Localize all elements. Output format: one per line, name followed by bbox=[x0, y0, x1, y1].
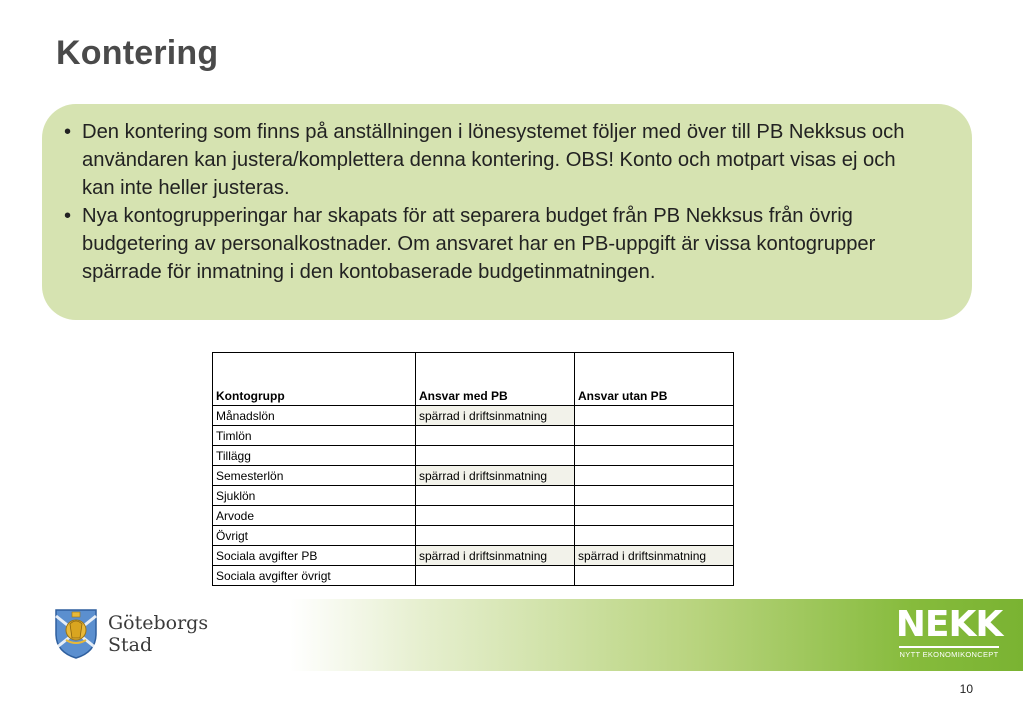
table-cell bbox=[575, 486, 734, 506]
table-cell: spärrad i driftsinmatning bbox=[416, 466, 575, 486]
table-cell bbox=[416, 506, 575, 526]
footer-green-band bbox=[290, 599, 1023, 671]
table-row bbox=[213, 426, 734, 446]
logo-line-1: Göteborgs bbox=[108, 612, 209, 634]
table-header-row bbox=[213, 353, 734, 406]
nekk-logo-word: NEKK bbox=[895, 604, 1003, 645]
table-cell: Sociala avgifter övrigt bbox=[213, 566, 416, 586]
bullet-dot: • bbox=[64, 205, 72, 227]
goteborg-coat-of-arms-icon bbox=[52, 604, 100, 660]
table-cell: Arvode bbox=[213, 506, 416, 526]
table-row bbox=[213, 566, 734, 586]
table-cell bbox=[575, 466, 734, 486]
table-row bbox=[213, 526, 734, 546]
nekk-logo-underline bbox=[899, 646, 999, 648]
table-cell bbox=[575, 426, 734, 446]
table-row bbox=[213, 546, 734, 566]
table-cell: Sjuklön bbox=[213, 486, 416, 506]
table-row bbox=[213, 506, 734, 526]
bullet-item bbox=[64, 202, 932, 286]
table-cell bbox=[416, 526, 575, 546]
slide-title: Kontering bbox=[56, 34, 219, 72]
content-box bbox=[42, 104, 972, 320]
table-cell bbox=[575, 446, 734, 466]
bullet-list bbox=[64, 118, 932, 286]
table-cell bbox=[416, 426, 575, 446]
table-cell bbox=[416, 486, 575, 506]
header-ansvar-utan-pb: Ansvar utan PB bbox=[575, 353, 734, 406]
table-row bbox=[213, 466, 734, 486]
table-cell bbox=[416, 446, 575, 466]
header-ansvar-med-pb: Ansvar med PB bbox=[416, 353, 575, 406]
logo-line-2: Stad bbox=[108, 634, 153, 656]
table-cell bbox=[575, 406, 734, 426]
bullet-text: Den kontering som finns på anställningen i lönesystemet följer med över till PB Nekksus och användaren kan justera/komplettera denna kontering. OBS! Konto och motpart visas ej och kan inte heller justeras. bbox=[82, 121, 905, 199]
table-cell: Sociala avgifter PB bbox=[213, 546, 416, 566]
kontogrupp-table bbox=[212, 352, 734, 586]
table-row bbox=[213, 406, 734, 426]
goteborgs-stad-wordmark bbox=[108, 612, 208, 656]
goteborgs-stad-logo bbox=[52, 604, 232, 660]
page-number: 10 bbox=[959, 682, 973, 696]
bullet-text: Nya kontogrupperingar har skapats för att separera budget från PB Nekksus från övrig budgetering av personalkostnader. Om ansvaret har en PB-uppgift är vissa kontogrupper spärrade för inmatning i den kontobaserade budgetinmatningen. bbox=[82, 205, 876, 283]
nekk-logo-tagline: NYTT EKONOMIKONCEPT bbox=[899, 650, 999, 659]
table-cell: Tillägg bbox=[213, 446, 416, 466]
table-cell: Månadslön bbox=[213, 406, 416, 426]
table-cell: Semesterlön bbox=[213, 466, 416, 486]
header-kontogrupp: Kontogrupp bbox=[213, 353, 416, 406]
table-cell bbox=[575, 506, 734, 526]
bullet-item bbox=[64, 118, 932, 202]
table-cell: Timlön bbox=[213, 426, 416, 446]
kontogrupp-table-wrapper bbox=[212, 352, 734, 586]
table-cell bbox=[416, 566, 575, 586]
table-cell: Övrigt bbox=[213, 526, 416, 546]
table-cell bbox=[575, 526, 734, 546]
table-cell bbox=[575, 566, 734, 586]
table-row bbox=[213, 486, 734, 506]
table-row bbox=[213, 446, 734, 466]
table-cell: spärrad i driftsinmatning bbox=[416, 546, 575, 566]
table-cell: spärrad i driftsinmatning bbox=[416, 406, 575, 426]
nekk-logo bbox=[895, 604, 1003, 663]
bullet-dot: • bbox=[64, 121, 72, 143]
table-cell: spärrad i driftsinmatning bbox=[575, 546, 734, 566]
